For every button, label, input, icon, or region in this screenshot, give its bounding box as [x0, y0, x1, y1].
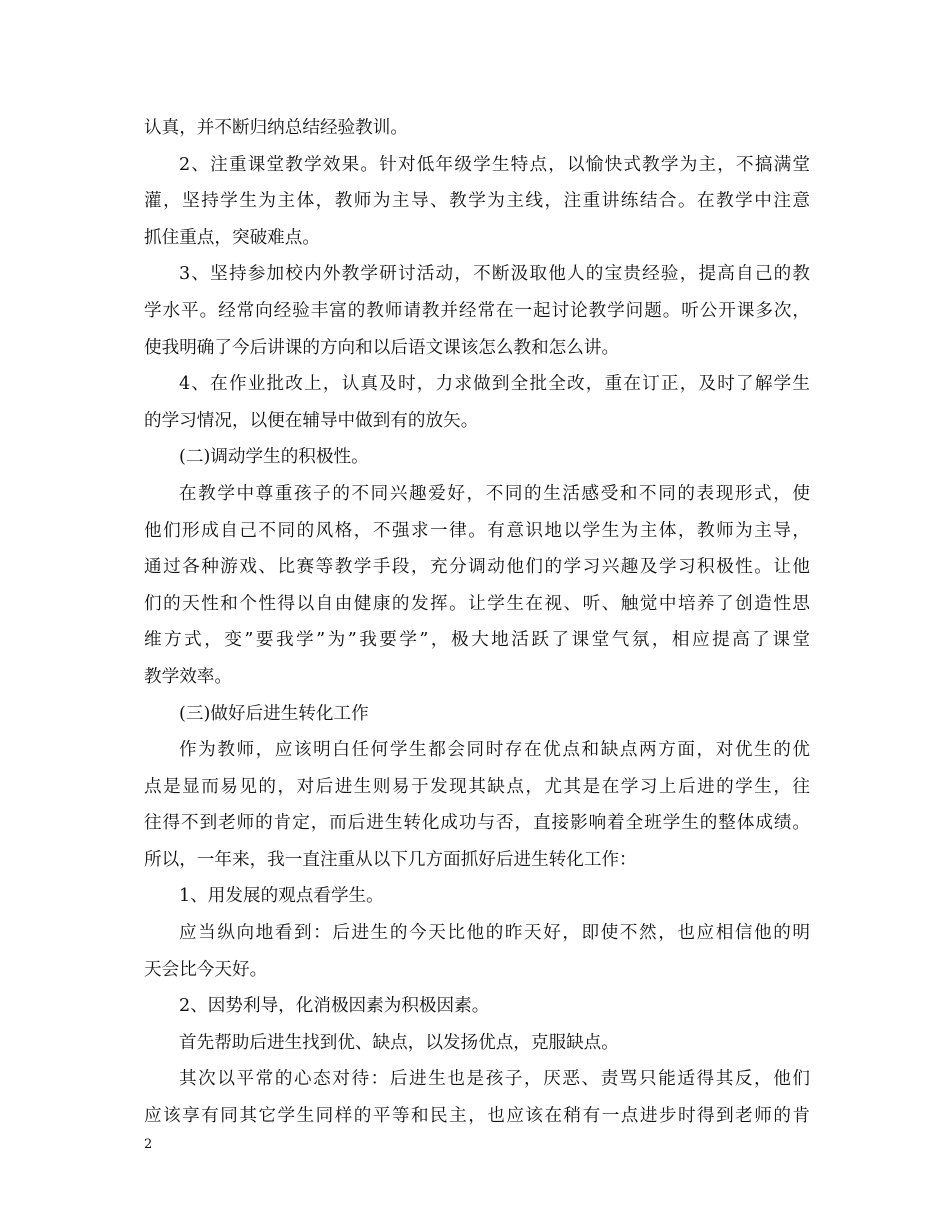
text-line: 所以，一年来，我一直注重从以下几方面抓好后进生转化工作： [144, 849, 637, 870]
text-line: 天会比今天好。 [144, 959, 268, 980]
text-line: 维方式，变”要我学”为”我要学”，极大地活跃了课堂气氛，相应提高了课堂 [144, 630, 810, 651]
text-line: 教学效率。 [144, 666, 232, 687]
text-line: 使我明确了今后讲课的方向和以后语文课该怎么教和怎么讲。 [144, 337, 620, 358]
text-line: 2、注重课堂教学效果。针对低年级学生特点，以愉快式教学为主，不搞满堂 [179, 154, 810, 175]
text-line: 灌，坚持学生为主体，教师为主导、教学为主线，注重讲练结合。在教学中注意 [144, 191, 810, 212]
text-line: 1、用发展的观点看学生。 [179, 886, 384, 907]
page-number: 2 [144, 1137, 153, 1152]
text-line: 4、在作业批改上，认真及时，力求做到全批全改，重在订正，及时了解学生 [179, 374, 810, 395]
text-line: 通过各种游戏、比赛等教学手段，充分调动他们的学习兴趣及学习积极性。让他 [144, 557, 810, 578]
text-line: 应该享有同其它学生同样的平等和民主，也应该在稍有一点进步时得到老师的肯 [144, 1106, 810, 1127]
text-line: 认真，并不断归纳总结经验教训。 [144, 118, 408, 138]
text-line: 们的天性和个性得以自由健康的发挥。让学生在视、听、触觉中培养了创造性思 [144, 593, 810, 614]
text-line: 作为教师，应该明白任何学生都会同时存在优点和缺点两方面，对优生的优 [179, 740, 810, 761]
document-body [144, 110, 810, 1135]
text-line: 抓住重点，突破难点。 [144, 227, 320, 248]
section-heading: (三)做好后进生转化工作 [179, 703, 369, 724]
text-line: 往得不到老师的肯定，而后进生转化成功与否，直接影响着全班学生的整体成绩。 [144, 813, 810, 834]
text-line: 2、因势利导，化消极因素为积极因素。 [179, 996, 490, 1017]
text-line: 应当纵向地看到：后进生的今天比他的昨天好，即使不然，也应相信他的明 [179, 923, 810, 944]
text-line: 3、坚持参加校内外教学研讨活动，不断汲取他人的宝贵经验，提高自己的教 [179, 264, 810, 285]
text-line: 首先帮助后进生找到优、缺点，以发扬优点，克服缺点。 [179, 1032, 619, 1053]
text-line: 学水平。经常向经验丰富的教师请教并经常在一起讨论教学问题。听公开课多次， [144, 300, 810, 321]
section-heading: (二)调动学生的积极性。 [179, 447, 369, 468]
text-line: 的学习情况，以便在辅导中做到有的放矢。 [144, 410, 479, 431]
text-line: 点是显而易见的，对后进生则易于发现其缺点，尤其是在学习上后进的学生，往 [144, 776, 810, 797]
text-line: 他们形成自己不同的风格，不强求一律。有意识地以学生为主体，教师为主导， [144, 520, 810, 541]
text-line: 其次以平常的心态对待：后进生也是孩子，厌恶、责骂只能适得其反，他们 [179, 1069, 810, 1090]
text-line: 在教学中尊重孩子的不同兴趣爱好，不同的生活感受和不同的表现形式，使 [179, 483, 810, 504]
